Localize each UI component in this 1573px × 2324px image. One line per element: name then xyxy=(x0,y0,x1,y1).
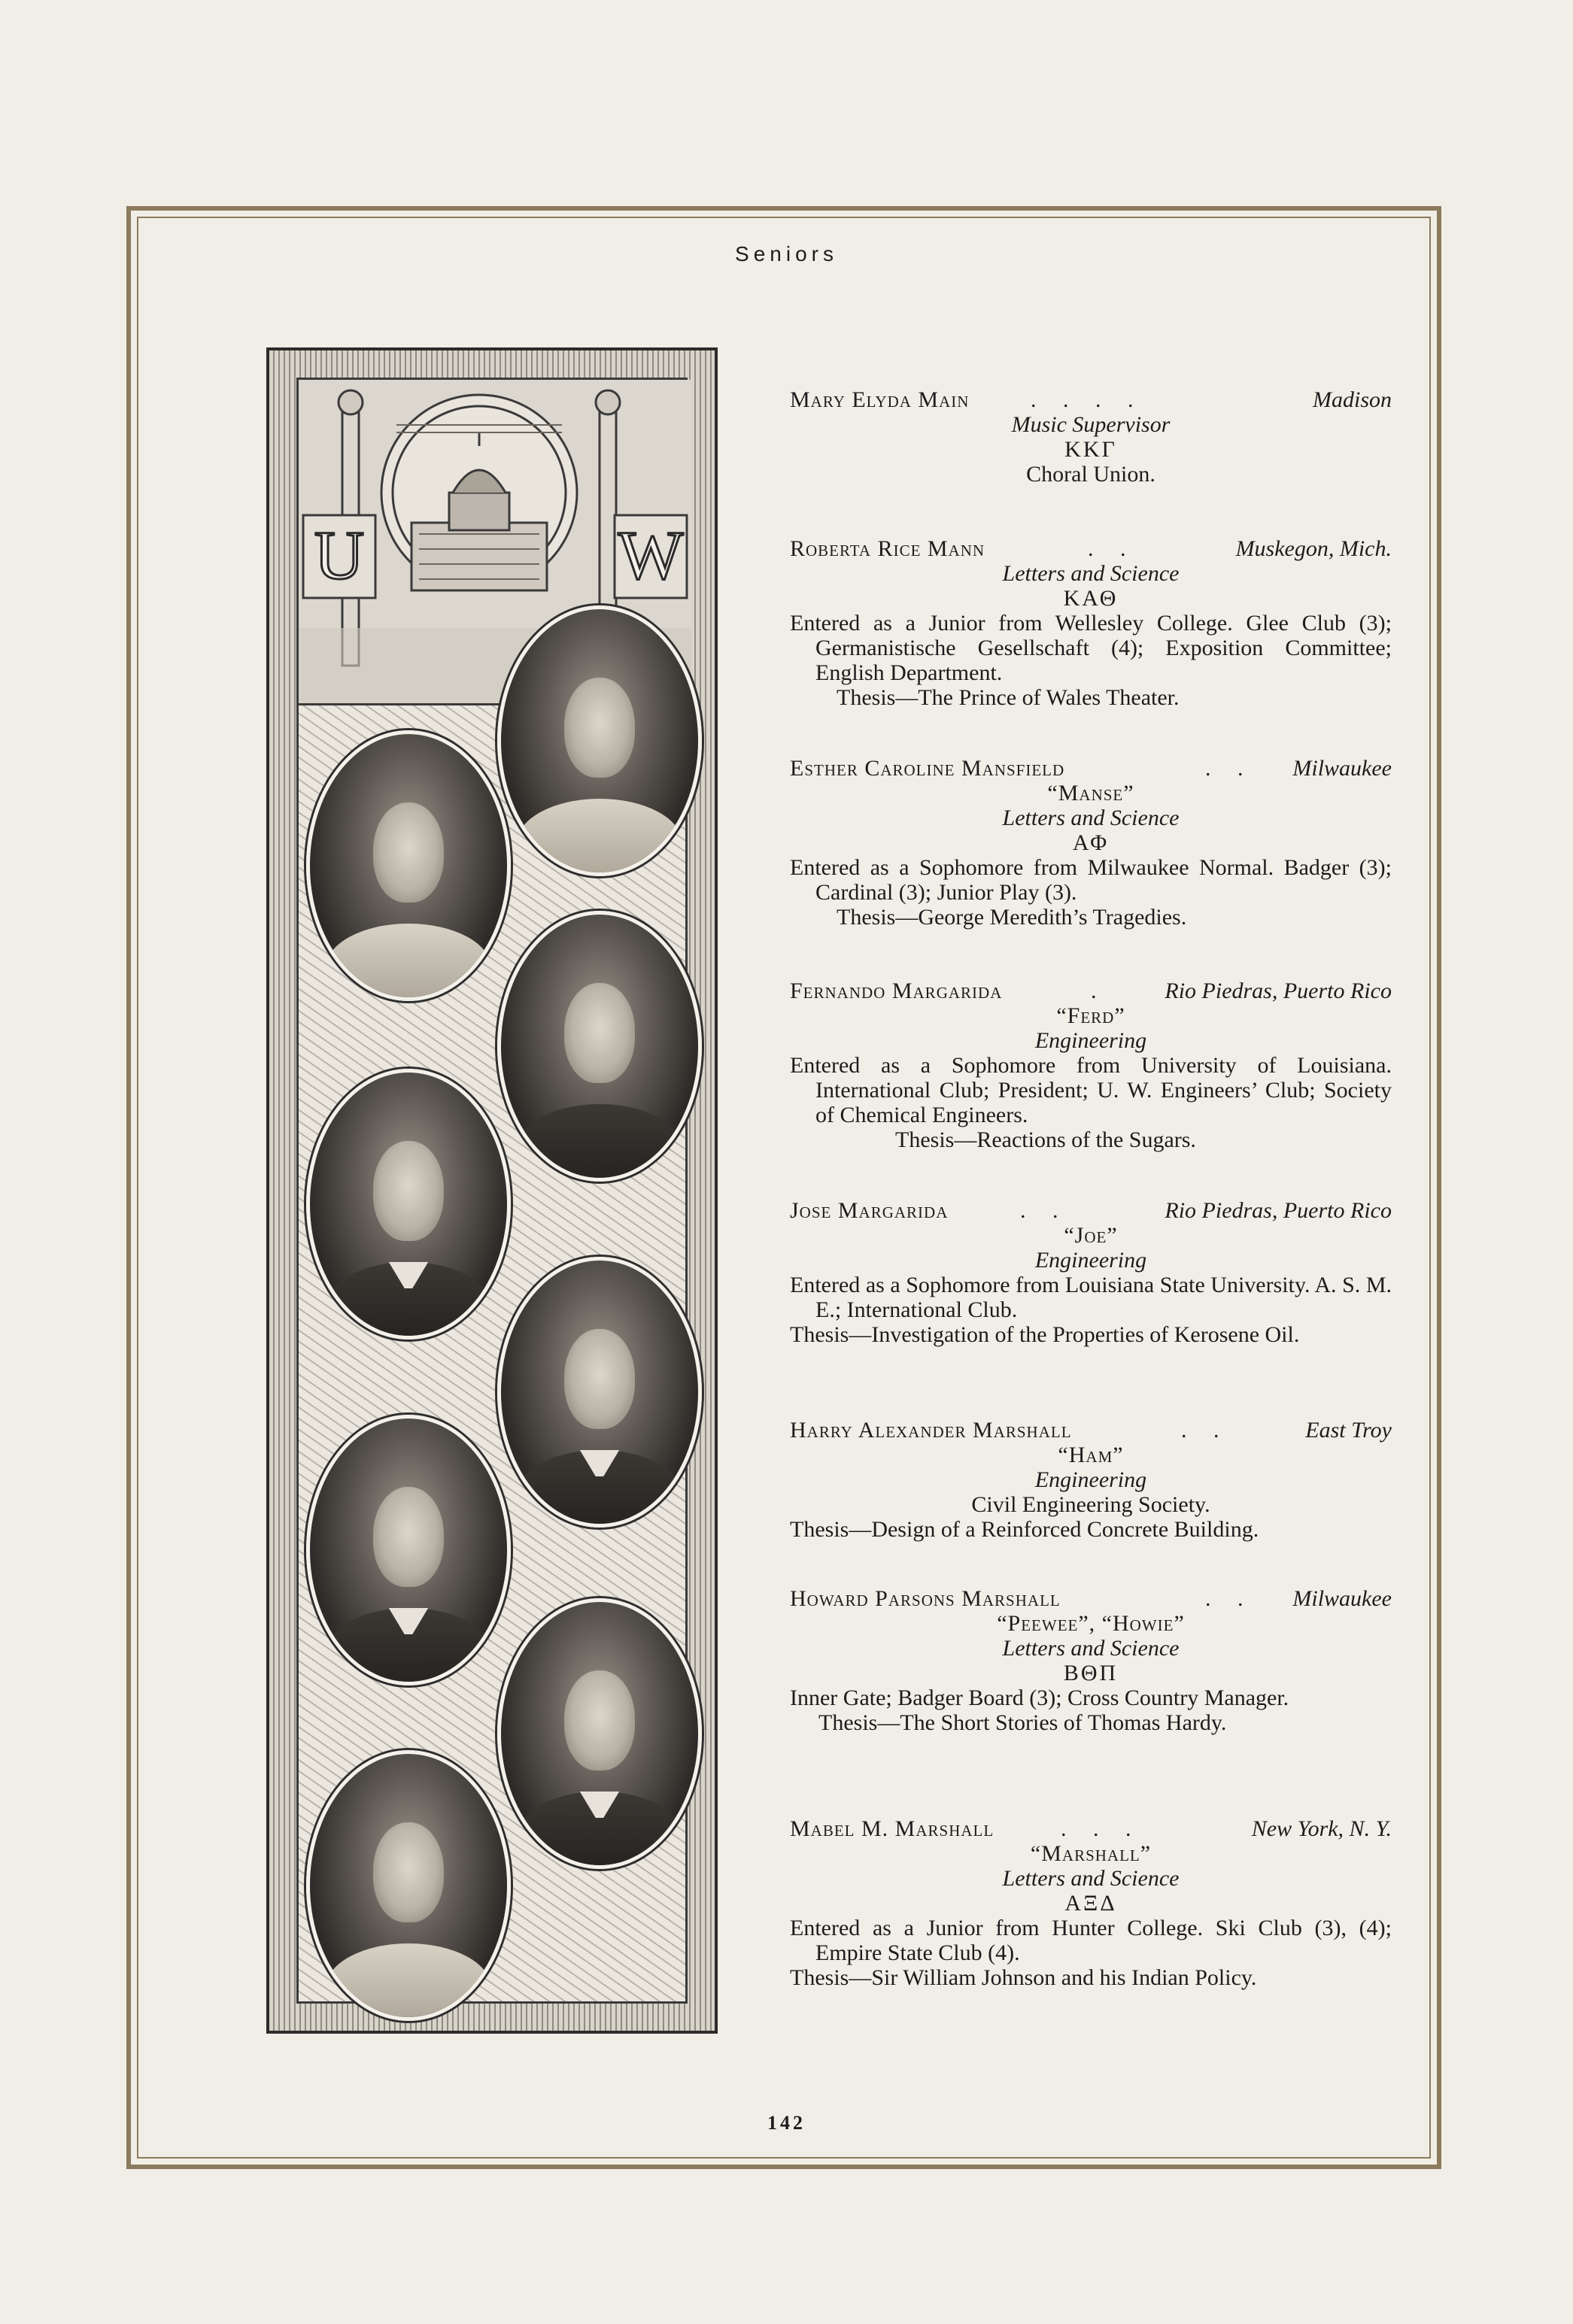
senior-hometown: Muskegon, Mich. xyxy=(1235,536,1392,561)
senior-entry xyxy=(790,1418,1392,1542)
senior-fraternity: ΚΚΓ xyxy=(1064,437,1117,462)
senior-nickname: “Manse” xyxy=(1047,781,1134,806)
senior-fraternity: ΒΘΠ xyxy=(1063,1661,1119,1685)
page-number: 142 xyxy=(767,2112,806,2134)
senior-nickname: “Ham” xyxy=(1058,1443,1124,1467)
senior-hometown: Milwaukee xyxy=(1292,756,1392,781)
senior-nickname: “Marshall” xyxy=(1030,1841,1152,1866)
leader-dots: . . xyxy=(1205,1586,1254,1611)
senior-thesis: Thesis—Design of a Reinforced Concrete Building. xyxy=(790,1517,1259,1542)
senior-hometown: Madison xyxy=(1313,387,1392,412)
senior-name: Mary Elyda Main xyxy=(790,387,970,412)
section-title: Seniors xyxy=(735,242,838,265)
senior-entry xyxy=(790,978,1392,1152)
senior-name: Fernando Margarida xyxy=(790,978,1003,1003)
senior-details: Entered as a Sophomore from Milwaukee Normal. Badger (3); Cardinal (3); Junior Play (3). xyxy=(790,855,1392,905)
senior-thesis: Thesis—George Meredith’s Tragedies. xyxy=(837,905,1187,930)
senior-details: Inner Gate; Badger Board (3); Cross Country Manager. xyxy=(790,1685,1289,1710)
senior-course: Engineering xyxy=(1034,1028,1147,1053)
senior-entry xyxy=(790,1198,1392,1347)
senior-name: Roberta Rice Mann xyxy=(790,536,985,561)
senior-details: Entered as a Junior from Hunter College. Ski Club (3), (4); Empire State Club (4). xyxy=(790,1916,1392,1965)
senior-name: Esther Caroline Mansfield xyxy=(790,756,1065,781)
senior-nickname: “Ferd” xyxy=(1056,1003,1125,1028)
senior-course: Letters and Science xyxy=(1002,1636,1180,1661)
senior-hometown: Rio Piedras, Puerto Rico xyxy=(1165,1198,1392,1223)
leader-dots: . . . . xyxy=(1031,387,1144,412)
senior-hometown: Rio Piedras, Puerto Rico xyxy=(1165,978,1392,1003)
senior-thesis: Thesis—The Prince of Wales Theater. xyxy=(837,685,1180,710)
senior-course: Letters and Science xyxy=(1002,1866,1180,1891)
portrait-photo xyxy=(306,1750,511,2021)
leader-dots: . . xyxy=(1020,1198,1069,1223)
leader-dots: . . xyxy=(1181,1418,1230,1443)
portrait-photo xyxy=(497,605,702,876)
portrait-photo xyxy=(497,1257,702,1528)
portrait-photo xyxy=(306,730,511,1001)
leader-dots: . . xyxy=(1205,756,1254,781)
portrait-photo xyxy=(306,1069,511,1339)
crest-left-letter: U xyxy=(314,517,365,593)
senior-thesis: Thesis—Reactions of the Sugars. xyxy=(895,1127,1196,1152)
senior-fraternity: ΚΑΘ xyxy=(1063,586,1119,611)
senior-name: Howard Parsons Marshall xyxy=(790,1586,1061,1611)
senior-name: Harry Alexander Marshall xyxy=(790,1418,1072,1443)
senior-course: Letters and Science xyxy=(1002,806,1180,830)
senior-course: Letters and Science xyxy=(1002,561,1180,586)
senior-name: Jose Margarida xyxy=(790,1198,949,1223)
senior-course: Engineering xyxy=(1034,1467,1147,1492)
senior-thesis: Thesis—Investigation of the Properties of Kerosene Oil. xyxy=(790,1322,1300,1347)
senior-entry xyxy=(790,1816,1392,1990)
senior-thesis: Thesis—Sir William Johnson and his Indian Policy. xyxy=(790,1965,1257,1990)
senior-thesis: Thesis—The Short Stories of Thomas Hardy. xyxy=(818,1710,1227,1735)
senior-fraternity: ΑΦ xyxy=(1072,830,1110,855)
senior-hometown: New York, N. Y. xyxy=(1251,1816,1392,1841)
senior-hometown: East Troy xyxy=(1305,1418,1392,1443)
portrait-column xyxy=(266,347,718,2034)
senior-course: Engineering xyxy=(1034,1248,1147,1273)
senior-entry xyxy=(790,387,1392,487)
portrait-photo xyxy=(306,1415,511,1685)
senior-name: Mabel M. Marshall xyxy=(790,1816,995,1841)
leader-dots: . . xyxy=(1088,536,1137,561)
senior-entry xyxy=(790,756,1392,930)
portrait-photo xyxy=(497,911,702,1182)
senior-activities: Civil Engineering Society. xyxy=(971,1492,1210,1517)
senior-course: Music Supervisor xyxy=(1011,412,1171,437)
senior-fraternity: ΑΞΔ xyxy=(1064,1891,1117,1916)
portrait-panel xyxy=(296,378,688,2004)
crest-right-letter: W xyxy=(618,517,684,593)
leader-dots: . xyxy=(1091,978,1107,1003)
senior-details: Entered as a Sophomore from Louisiana State University. A. S. M. E.; International Club. xyxy=(790,1273,1392,1322)
senior-details: Entered as a Junior from Wellesley College. Glee Club (3); Germanistische Gesellschaft (4); Exposition Committee; English Department. xyxy=(790,611,1392,685)
senior-hometown: Milwaukee xyxy=(1292,1586,1392,1611)
leader-dots: . . . xyxy=(1061,1816,1142,1841)
senior-activities: Choral Union. xyxy=(1026,462,1155,487)
senior-nickname: “Peewee”, “Howie” xyxy=(997,1611,1185,1636)
senior-entry xyxy=(790,1586,1392,1735)
portrait-photo xyxy=(497,1598,702,1869)
senior-entry xyxy=(790,536,1392,710)
senior-details: Entered as a Sophomore from University of Louisiana. International Club; President; U. W. Engineers’ Club; Society of Chemical Engineers. xyxy=(790,1053,1392,1127)
senior-nickname: “Joe” xyxy=(1064,1223,1118,1248)
